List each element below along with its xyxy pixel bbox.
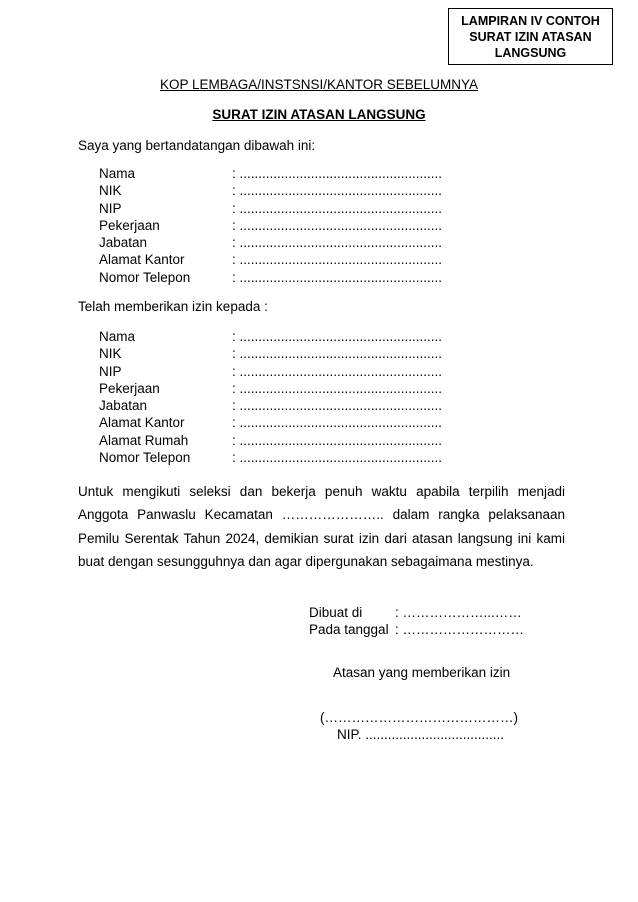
field-label: Pekerjaan bbox=[99, 380, 160, 396]
lampiran-line-1: LAMPIRAN IV CONTOH bbox=[461, 13, 600, 28]
field-value: : ...................................................... bbox=[232, 450, 443, 466]
field-value: : ...................................................... bbox=[232, 380, 443, 396]
field-value: : ...................................................... bbox=[232, 269, 443, 285]
signature-nip: NIP. ..................................... bbox=[337, 727, 505, 742]
letterhead-kop: KOP LEMBAGA/INSTSNSI/KANTOR SEBELUMNYA bbox=[159, 77, 479, 92]
field-value: : ...................................................... bbox=[232, 166, 443, 181]
field-value: : ...................................................... bbox=[232, 432, 443, 448]
field-value: : ...................................................... bbox=[232, 252, 443, 268]
intro-statement: Saya yang bertandatangan dibawah ini: bbox=[78, 138, 316, 153]
letter-title: SURAT IZIN ATASAN LANGSUNG bbox=[212, 107, 426, 122]
field-label: NIK bbox=[99, 183, 122, 199]
date-label: Pada tanggal bbox=[309, 622, 389, 637]
field-label: Alamat Rumah bbox=[99, 432, 189, 448]
permission-statement: Telah memberikan izin kepada : bbox=[78, 299, 268, 314]
signature-name-blank: (……………………………………) bbox=[320, 710, 518, 725]
field-value: : ...................................................... bbox=[232, 217, 443, 233]
field-label: Pekerjaan bbox=[99, 217, 160, 233]
field-value: : ...................................................... bbox=[232, 398, 443, 414]
field-value: : ...................................................... bbox=[232, 346, 443, 362]
place-value: : ………………...…… bbox=[395, 605, 522, 620]
date-line bbox=[309, 621, 524, 638]
lampiran-label-box bbox=[448, 8, 613, 65]
field-label: Alamat Kantor bbox=[99, 252, 185, 268]
signer-caption: Atasan yang memberikan izin bbox=[333, 665, 511, 680]
date-value: : ……………………… bbox=[395, 622, 525, 637]
lampiran-line-3: LANGSUNG bbox=[494, 45, 567, 60]
body-paragraph: Untuk mengikuti seleksi dan bekerja penuh waktu apabila terpilih menjadi Anggota Panwaslu Kecamatan ………………….. dalam rangka pelaksanaan Pemilu Serentak Tahun 2024, demikian surat izin dari atasan langsung ini kami buat dengan sesungguhnya dan agar dipergunakan sebagaimana mestinya. bbox=[78, 484, 565, 570]
field-label: Jabatan bbox=[99, 235, 148, 251]
field-label: Nomor Telepon bbox=[99, 269, 191, 285]
field-value: : ...................................................... bbox=[232, 329, 443, 344]
field-label: Jabatan bbox=[99, 398, 148, 414]
field-label: Nomor Telepon bbox=[99, 450, 191, 466]
lampiran-line-2: SURAT IZIN ATASAN bbox=[469, 29, 592, 44]
place-line bbox=[309, 604, 522, 621]
field-label: NIK bbox=[99, 346, 122, 362]
field-label: NIP bbox=[99, 200, 122, 216]
field-label: Alamat Kantor bbox=[99, 415, 185, 431]
field-value: : ...................................................... bbox=[232, 363, 443, 379]
field-value: : ...................................................... bbox=[232, 235, 443, 251]
field-value: : ...................................................... bbox=[232, 415, 443, 431]
field-value: : ...................................................... bbox=[232, 183, 443, 199]
field-label: Nama bbox=[99, 329, 136, 344]
field-value: : ...................................................... bbox=[232, 200, 443, 216]
place-label: Dibuat di bbox=[309, 605, 363, 620]
field-label: Nama bbox=[99, 166, 136, 181]
field-label: NIP bbox=[99, 363, 122, 379]
